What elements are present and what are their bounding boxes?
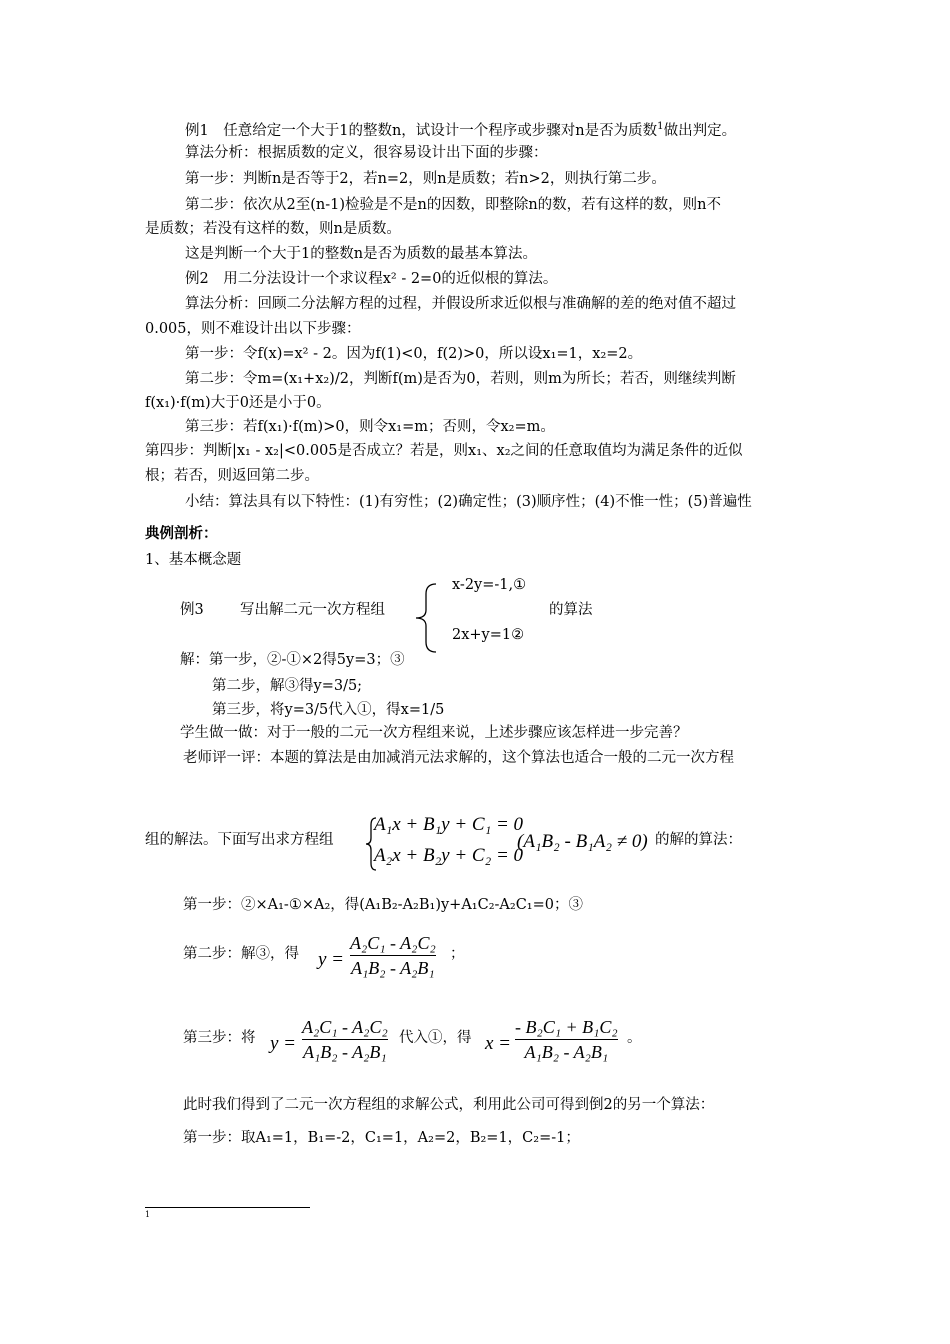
general-intro: 组的解法。下面写出求方程组 bbox=[145, 832, 334, 848]
analysis-2: 算法分析：回顾二分法解方程的过程，并假设所求近似根与准确解的差的绝对值不超过 bbox=[185, 296, 736, 312]
general-tail: 的解的算法： bbox=[655, 832, 742, 848]
step-2-4: 第四步：判断|x₁ - x₂|<0.005是否成立？若是，则x₁、x₂之间的任意取值均为满足条件的近似 bbox=[145, 443, 743, 459]
step-1-1: 第一步：判断n是否等于2，若n=2，则n是质数；若n>2，则执行第二步。 bbox=[185, 171, 666, 187]
y-denominator: A₁B₂ - A₂B₁ bbox=[351, 958, 435, 978]
analysis-1: 算法分析：根据质数的定义，很容易设计出下面的步骤： bbox=[185, 145, 548, 161]
summary-2: 小结：算法具有以下特性：(1)有穷性；(2)确定性；(3)顺序性；(4)不惟一性；(5)普遍性 bbox=[185, 494, 752, 510]
y-lhs-2: y = bbox=[270, 1033, 297, 1054]
y-numerator-2: A₂C₁ - A₂C₂ bbox=[302, 1017, 388, 1037]
x-lhs: x = bbox=[485, 1033, 512, 1054]
analysis-2-cont: 0.005，则不难设计出以下步骤： bbox=[145, 321, 361, 337]
example-3-text: 写出解二元一次方程组 bbox=[240, 602, 385, 618]
fraction-bar bbox=[515, 1039, 618, 1040]
y-denominator-2: A₁B₂ - A₂B₁ bbox=[303, 1042, 387, 1062]
example-1: 例1 任意给定一个大于1的整数n，试设计一个程序或步骤对n是否为质数$^1$做出判定。 bbox=[185, 121, 737, 139]
general-step-2-post: ； bbox=[450, 946, 465, 962]
general-step-3-post: 。 bbox=[627, 1030, 642, 1046]
x-denominator: A₁B₂ - A₂B₁ bbox=[524, 1042, 609, 1062]
alt-step-1: 第一步：取A₁=1，B₁=-2，C₁=1，A₂=2，B₂=1，C₂=-1； bbox=[183, 1130, 580, 1146]
y-fraction bbox=[350, 932, 436, 979]
teacher-comment: 老师评一评：本题的算法是由加减消元法求解的，这个算法也适合一般的二元一次方程 bbox=[183, 750, 734, 766]
x-numerator: - B₂C₁ + B₁C₂ bbox=[515, 1017, 618, 1037]
footnote-ref[interactable]: 1 bbox=[657, 121, 664, 132]
solution-step-2: 第二步，解③得y=3/5; bbox=[212, 678, 363, 694]
example-3-label: 例3 bbox=[180, 602, 204, 618]
example-3-tail: 的算法 bbox=[549, 602, 593, 618]
general-condition: (A₁B₂ - B₁A₂ ≠ 0) bbox=[517, 831, 648, 852]
summary-1: 这是判断一个大于1的整数n是否为质数的最基本算法。 bbox=[185, 246, 538, 262]
step-2-4-cont: 根；若否，则返回第二步。 bbox=[145, 468, 319, 484]
fraction-bar bbox=[302, 1039, 388, 1040]
step-1-2-cont: 是质数；若没有这样的数，则n是质数。 bbox=[145, 221, 401, 237]
section-heading: 典例剖析： bbox=[145, 526, 218, 542]
equation-brace bbox=[412, 582, 438, 654]
example-3-eq2: 2x+y=1② bbox=[452, 627, 525, 643]
y-fraction-2 bbox=[302, 1016, 388, 1063]
general-eq1: A₁x + B₁y + C₁ = 0 bbox=[374, 814, 524, 835]
x-fraction bbox=[515, 1016, 618, 1063]
y-numerator: A₂C₁ - A₂C₂ bbox=[350, 933, 436, 953]
formula-note: 此时我们得到了二元一次方程组的求解公式，利用此公司可得到倒2的另一个算法： bbox=[183, 1097, 715, 1113]
step-2-2: 第二步：令m=(x₁+x₂)/2，判断f(m)是否为0，若则，则m为所长；若否，则继续判断 bbox=[185, 371, 736, 387]
step-2-1: 第一步：令f(x)=x² - 2。因为f(1)<0，f(2)>0，所以设x₁=1，x₂=2。 bbox=[185, 346, 643, 362]
y-lhs: y = bbox=[318, 949, 345, 970]
subsection-heading: 1、基本概念题 bbox=[145, 552, 242, 568]
footnote-rule bbox=[145, 1207, 310, 1208]
general-step-2-pre: 第二步：解③，得 bbox=[183, 946, 299, 962]
step-1-2: 第二步：依次从2至(n-1)检验是不是n的因数，即整除n的数，若有这样的数，则n不 bbox=[185, 197, 722, 213]
student-prompt: 学生做一做：对于一般的二元一次方程组来说，上述步骤应该怎样进一步完善？ bbox=[180, 725, 688, 741]
general-eq2: A₂x + B₂y + C₂ = 0 bbox=[374, 845, 524, 866]
step-2-3: 第三步：若f(x₁)·f(m)>0，则令x₁=m；否则，令x₂=m。 bbox=[185, 419, 555, 435]
example-2: 例2 用二分法设计一个求议程x² - 2=0的近似根的算法。 bbox=[185, 271, 558, 287]
solution-step-3: 第三步，将y=3/5代入①，得x=1/5 bbox=[212, 702, 445, 718]
step-2-2-cont: f(x₁)·f(m)大于0还是小于0。 bbox=[145, 395, 331, 411]
general-step-1: 第一步：②×A₁-①×A₂，得(A₁B₂-A₂B₁)y+A₁C₂-A₂C₁=0；③ bbox=[183, 897, 583, 913]
example-3-eq1: x-2y=-1,① bbox=[452, 577, 527, 593]
solution-step-1: 解：第一步，②-①×2得5y=3；③ bbox=[180, 652, 405, 668]
footnote-number: 1 bbox=[145, 1210, 151, 1219]
general-step-3-pre: 第三步：将 bbox=[183, 1030, 256, 1046]
general-step-3-mid: 代入①，得 bbox=[399, 1030, 472, 1046]
fraction-bar bbox=[350, 955, 436, 956]
